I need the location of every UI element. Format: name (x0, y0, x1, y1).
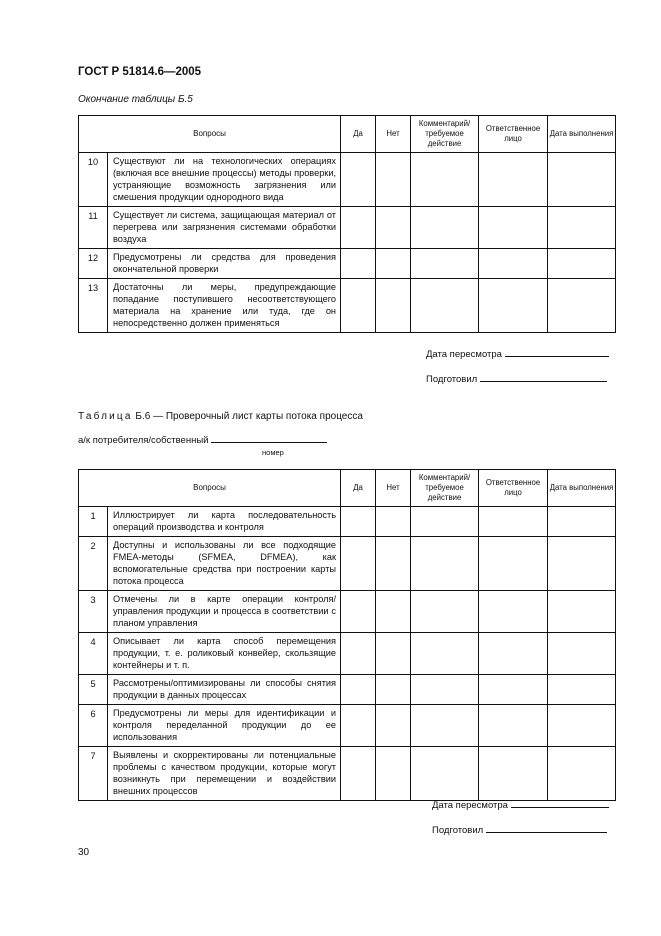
row-number: 5 (79, 675, 108, 705)
cell-due-date[interactable] (548, 153, 616, 207)
column-header-questions: Вопросы (79, 116, 341, 153)
column-header-comment: Комментарий/ требуемое действие (411, 116, 479, 153)
cell-yes[interactable] (341, 591, 376, 633)
document-title: ГОСТ Р 51814.6—2005 (78, 66, 202, 78)
column-header-due-date: Дата выполнения (548, 470, 616, 507)
cell-no[interactable] (376, 153, 411, 207)
review-date-label: Дата пересмотра (426, 349, 502, 360)
table-b6-caption-text: Б.6 — Проверочный лист карты потока процесса (132, 411, 363, 422)
cell-due-date[interactable] (548, 279, 616, 333)
column-header-no: Нет (376, 116, 411, 153)
cell-comment[interactable] (411, 591, 479, 633)
column-header-yes: Да (341, 470, 376, 507)
table-b6-caption-prefix: Таблица (78, 411, 133, 422)
column-header-due-date: Дата выполнения (548, 116, 616, 153)
table-b5-caption: Окончание таблицы Б.5 (78, 94, 193, 105)
table-row (79, 153, 616, 207)
cell-yes[interactable] (341, 537, 376, 591)
cell-comment[interactable] (411, 747, 479, 801)
cell-responsible[interactable] (479, 279, 548, 333)
cell-due-date[interactable] (548, 507, 616, 537)
cell-due-date[interactable] (548, 705, 616, 747)
table-b6-caption (78, 411, 363, 422)
row-question: Существуют ли на технологических операциях (включая все внешние процессы) методы проверки, устраняющие возможность загрязнения или смешения продукции однородного вида (108, 153, 341, 207)
review-date-line[interactable] (505, 356, 609, 357)
column-header-comment: Комментарий/ требуемое действие (411, 470, 479, 507)
row-number: 12 (79, 249, 108, 279)
cell-comment[interactable] (411, 249, 479, 279)
row-number: 6 (79, 705, 108, 747)
table-row (79, 537, 616, 591)
row-question: Доступны и использованы ли все подходящие FMEA-методы (SFMEA, DFMEA), как вспомогательные средства при построении карты потока процесса (108, 537, 341, 591)
column-header-yes: Да (341, 116, 376, 153)
cell-responsible[interactable] (479, 507, 548, 537)
table-row (79, 279, 616, 333)
review-date-label: Дата пересмотра (432, 800, 508, 811)
cell-no[interactable] (376, 705, 411, 747)
cell-due-date[interactable] (548, 537, 616, 591)
cell-comment[interactable] (411, 153, 479, 207)
cell-no[interactable] (376, 591, 411, 633)
table-b6 (78, 469, 616, 801)
cell-yes[interactable] (341, 675, 376, 705)
review-date-field-b6 (432, 800, 609, 811)
cell-no[interactable] (376, 633, 411, 675)
row-number: 2 (79, 537, 108, 591)
row-question: Описывает ли карта способ перемещения продукции, т. е. роликовый конвейер, скользящие контейнеры и т. п. (108, 633, 341, 675)
cell-no[interactable] (376, 207, 411, 249)
prepared-by-field-b6 (432, 825, 607, 836)
cell-due-date[interactable] (548, 249, 616, 279)
cell-responsible[interactable] (479, 207, 548, 249)
cell-responsible[interactable] (479, 591, 548, 633)
cell-due-date[interactable] (548, 207, 616, 249)
cell-yes[interactable] (341, 705, 376, 747)
cell-responsible[interactable] (479, 633, 548, 675)
cell-responsible[interactable] (479, 705, 548, 747)
cell-due-date[interactable] (548, 675, 616, 705)
cell-comment[interactable] (411, 537, 479, 591)
cell-comment[interactable] (411, 675, 479, 705)
customer-label: а/к потребителя/собственный (78, 435, 209, 446)
prepared-by-field (426, 374, 607, 385)
table-b5 (78, 115, 616, 333)
table-row (79, 675, 616, 705)
row-number: 4 (79, 633, 108, 675)
cell-no[interactable] (376, 249, 411, 279)
page-number: 30 (78, 847, 90, 858)
row-number: 13 (79, 279, 108, 333)
customer-number-line[interactable] (211, 442, 327, 443)
cell-yes[interactable] (341, 747, 376, 801)
prepared-by-line[interactable] (480, 381, 607, 382)
cell-comment[interactable] (411, 207, 479, 249)
table-row (79, 633, 616, 675)
cell-yes[interactable] (341, 633, 376, 675)
table-row (79, 249, 616, 279)
review-date-field (426, 349, 609, 360)
cell-due-date[interactable] (548, 591, 616, 633)
cell-responsible[interactable] (479, 675, 548, 705)
row-number: 3 (79, 591, 108, 633)
row-question: Отмечены ли в карте операции контроля/управления продукции и процесса в соответствии с планом управления (108, 591, 341, 633)
cell-responsible[interactable] (479, 747, 548, 801)
table-row (79, 591, 616, 633)
row-question: Иллюстрирует ли карта последовательность операций производства и контроля (108, 507, 341, 537)
table-row (79, 507, 616, 537)
column-header-no: Нет (376, 470, 411, 507)
row-number: 10 (79, 153, 108, 207)
number-caption: номер (262, 448, 284, 457)
column-header-questions: Вопросы (79, 470, 341, 507)
customer-field (78, 435, 327, 446)
table-row (79, 705, 616, 747)
cell-no[interactable] (376, 747, 411, 801)
table-row (79, 747, 616, 801)
row-question: Достаточны ли меры, предупреждающие попадание поступившего несоответствующего материала на хранение или туда, где он непосредственно должен применяться (108, 279, 341, 333)
cell-responsible[interactable] (479, 153, 548, 207)
cell-responsible[interactable] (479, 537, 548, 591)
cell-comment[interactable] (411, 633, 479, 675)
cell-yes[interactable] (341, 279, 376, 333)
cell-due-date[interactable] (548, 747, 616, 801)
column-header-responsible: Ответственное лицо (479, 470, 548, 507)
prepared-by-label: Подготовил (432, 825, 484, 836)
prepared-by-label: Подготовил (426, 374, 478, 385)
cell-comment[interactable] (411, 279, 479, 333)
cell-yes[interactable] (341, 153, 376, 207)
cell-yes[interactable] (341, 249, 376, 279)
cell-comment[interactable] (411, 705, 479, 747)
cell-no[interactable] (376, 279, 411, 333)
row-question: Предусмотрены ли меры для идентификации и контроля переделанной продукции до ее использования (108, 705, 341, 747)
row-question: Предусмотрены ли средства для проведения окончательной проверки (108, 249, 341, 279)
cell-yes[interactable] (341, 507, 376, 537)
cell-no[interactable] (376, 507, 411, 537)
cell-yes[interactable] (341, 207, 376, 249)
cell-due-date[interactable] (548, 633, 616, 675)
cell-comment[interactable] (411, 507, 479, 537)
row-question: Рассмотрены/оптимизированы ли способы снятия продукции в данных процессах (108, 675, 341, 705)
row-number: 1 (79, 507, 108, 537)
cell-responsible[interactable] (479, 249, 548, 279)
review-date-line[interactable] (511, 807, 609, 808)
table-row (79, 207, 616, 249)
row-number: 11 (79, 207, 108, 249)
column-header-responsible: Ответственное лицо (479, 116, 548, 153)
prepared-by-line[interactable] (486, 832, 607, 833)
cell-no[interactable] (376, 537, 411, 591)
row-number: 7 (79, 747, 108, 801)
row-question: Выявлены и скорректированы ли потенциальные проблемы с качеством продукции, которые могут возникнуть при перемещении и воздействии внешних процессов (108, 747, 341, 801)
row-question: Существует ли система, защищающая материал от перегрева или загрязнения системами обработки воздуха (108, 207, 341, 249)
cell-no[interactable] (376, 675, 411, 705)
